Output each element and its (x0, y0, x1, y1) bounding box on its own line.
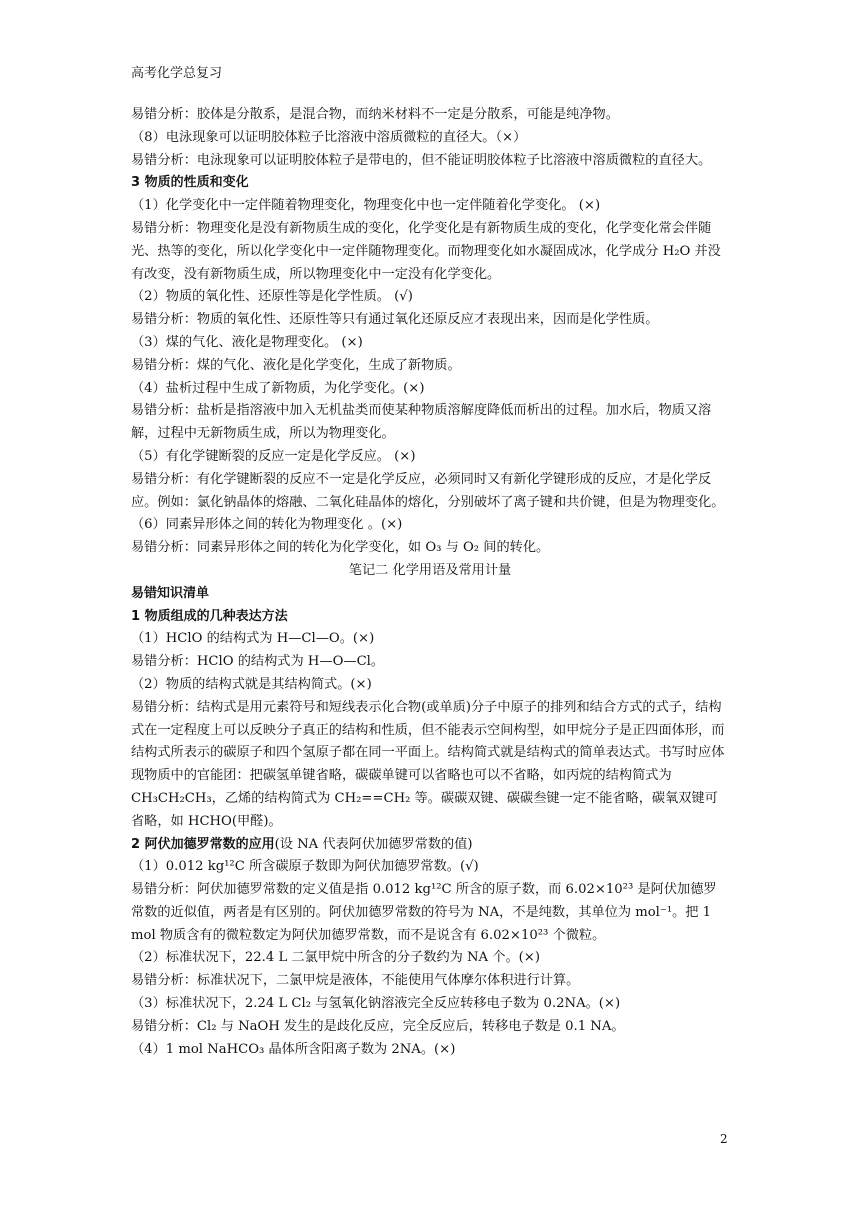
paragraph: 易错分析：Cl₂ 与 NaOH 发生的是歧化反应，完全反应后，转移电子数是 0.1 NA。 (131, 1018, 625, 1034)
section-heading-title: 2 阿伏加德罗常数的应用 (131, 836, 275, 852)
paragraph: （3）煤的气化、液化是物理变化。 (×) (131, 334, 363, 350)
paragraph: 易错分析：盐析是指溶液中加入无机盐类而使某种物质溶解度降低而析出的过程。加水后，物质又溶解，过程中无新物质生成，所以为物理变化。 (131, 403, 712, 442)
section-heading (131, 834, 729, 857)
paragraph: 易错分析：阿伏加德罗常数的定义值是指 0.012 kg¹²C 所含的原子数，而 6.02×10²³ 是阿伏加德罗常数的近似值，两者是有区别的。阿伏加德罗常数的符号为 NA，不是纯数，其单位为 mol⁻¹。把 1 mol 物质含有的微粒数定为阿伏加德罗常数，而不是说含有 6.02×10²³ 个微粒。 (131, 882, 717, 943)
paragraph: 易错分析：物理变化是没有新物质生成的变化，化学变化是有新物质生成的变化，化学变化常会伴随光、热等的变化，所以化学变化中一定伴随物理变化。而物理变化如水凝固成冰，化学成分 H₂O 并没有改变，没有新物质生成，所以物理变化中一定没有化学变化。 (131, 220, 721, 282)
paragraph: 易错分析：结构式是用元素符号和短线表示化合物(或单质)分子中原子的排列和结合方式的式子，结构式在一定程度上可以反映分子真正的结构和性质，但不能表示空间构型，如甲烷分子是正四面体形，而结构式所表示的碳原子和四个氢原子都在同一平面上。结构简式就是结构式的简单表达式。书写时应体现物质中的官能团：把碳氢单键省略，碳碳单键可以省略也可以不省略，如丙烷的结构简式为 CH₃CH₂CH₃，乙烯的结构简式为 CH₂==CH₂ 等。碳碳双键、碳碳叁键一定不能省略，碳氧双键可省略，如 HCHO(甲醛)。 (131, 699, 725, 829)
paragraph: （5）有化学键断裂的反应一定是化学反应。 (×) (131, 448, 416, 464)
paragraph: 易错分析：物质的氧化性、还原性等只有通过氧化还原反应才表现出来，因而是化学性质。 (131, 312, 659, 328)
paragraph: （2）标准状况下，22.4 L 二氯甲烷中所含的分子数约为 NA 个。(×) (131, 950, 540, 966)
running-header: 高考化学总复习 (131, 66, 223, 81)
paragraph: （1）0.012 kg¹²C 所含碳原子数即为阿伏加德罗常数。(√) (131, 859, 479, 875)
chapter-title: 笔记二 化学用语及常用计量 (348, 562, 512, 578)
paragraph: 易错分析：煤的气化、液化是化学变化，生成了新物质。 (131, 357, 461, 373)
paragraph: 易错分析：有化学键断裂的反应不一定是化学反应，必须同时又有新化学键形成的反应，才是化学反应。例如：氯化钠晶体的熔融、二氧化硅晶体的熔化，分别破坏了离子键和共价键，但是为物理变化。 (131, 471, 725, 510)
section-heading-note: (设 NA 代表阿伏加德罗常数的值) (274, 836, 473, 852)
paragraph: （1）HClO 的结构式为 H—Cl—O。(×) (131, 631, 375, 647)
paragraph: （4）1 mol NaHCO₃ 晶体所含阳离子数为 2NA。(×) (131, 1041, 456, 1057)
page-number: 2 (720, 1132, 728, 1146)
paragraph: （3）标准状况下，2.24 L Cl₂ 与氢氧化钠溶液完全反应转移电子数为 0.2NA。(×) (131, 996, 621, 1012)
paragraph: （4）盐析过程中生成了新物质，为化学变化。(×) (131, 380, 425, 396)
paragraph: 易错分析：电泳现象可以证明胶体粒子是带电的，但不能证明胶体粒子比溶液中溶质微粒的直径大。 (131, 152, 712, 168)
document-body (131, 104, 729, 1061)
paragraph: 易错分析：标准状况下，二氯甲烷是液体，不能使用气体摩尔体积进行计算。 (131, 973, 580, 989)
section-heading: 1 物质组成的几种表达方法 (131, 608, 288, 624)
paragraph: （8）电泳现象可以证明胶体粒子比溶液中溶质微粒的直径大。（×） (131, 129, 527, 145)
paragraph: 易错分析：HClO 的结构式为 H—O—Cl。 (131, 654, 385, 670)
paragraph: 易错分析：同素异形体之间的转化为化学变化，如 O₃ 与 O₂ 间的转化。 (131, 540, 550, 556)
section-heading: 易错知识清单 (131, 585, 210, 601)
paragraph: （2）物质的氧化性、还原性等是化学性质。 (√) (131, 289, 413, 305)
paragraph: （1）化学变化中一定伴随着物理变化，物理变化中也一定伴随着化学变化。 (×) (131, 198, 601, 214)
paragraph: 易错分析：胶体是分散系，是混合物，而纳米材料不一定是分散系，可能是纯净物。 (131, 107, 619, 122)
paragraph: （2）物质的结构式就是其结构简式。(×) (131, 676, 372, 692)
section-heading: 3 物质的性质和变化 (131, 175, 249, 191)
paragraph: （6）同素异形体之间的转化为物理变化 。(×) (131, 517, 403, 533)
